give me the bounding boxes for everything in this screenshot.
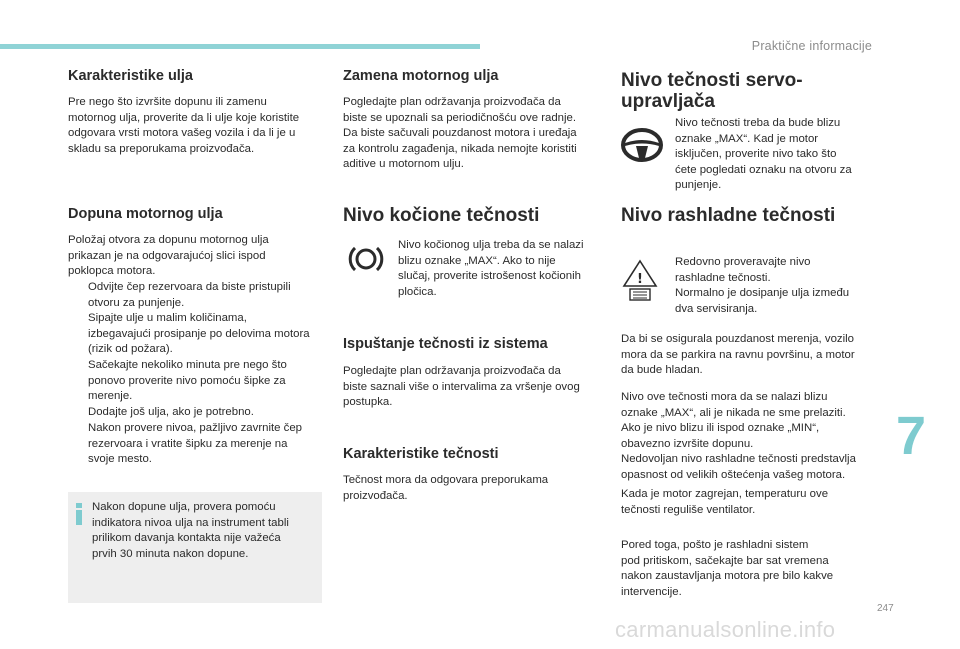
fluid-drain-text: Pogledajte plan održavanja proizvođača da biste saznali više o intervalima za vršenje ovog postupka.: [343, 365, 580, 409]
heading-fluid-characteristics: Karakteristike tečnosti: [343, 446, 499, 462]
oil-characteristics-text: Pre nego što izvršite dopunu ili zamenu motornog ulja, proverite da li ulje koje koristite odgovara vrsti motora vašeg vozila i da li je u skladu sa preporukama proizvođača.: [68, 96, 300, 155]
heading-coolant: Nivo rashladne tečnosti: [621, 205, 836, 226]
heading-power-steering: Nivo tečnosti servo- upravljača: [621, 70, 803, 112]
oil-change-text: Pogledajte plan održavanja proizvođača da biste se upoznali sa periodičnošću ove radnje. Da biste sačuvali pouzdanost motora i uređaja za kontrolu zagađenja, nikada nemojte koristiti aditive u motornom ulju.: [343, 96, 577, 171]
info-box: [68, 492, 322, 603]
info-text: Nakon dopune ulja, provera pomoću indikatora nivoa ulja na instrument tabli prilikom davanja kontakta nije važeća prvih 30 minuta nakon dopune.: [92, 501, 289, 560]
info-icon: [76, 503, 82, 525]
coolant-fan-text: Kada je motor zagrejan, temperaturu ove tečnosti reguliše ventilator.: [621, 488, 829, 516]
heading-fluid-drain: Ispuštanje tečnosti iz sistema: [343, 336, 548, 352]
power-steering-text: Nivo tečnosti treba da bude blizu oznake „MAX“. Kad je motor isključen, proverite nivo tako što ćete pogledati oznaku na otvoru za punjenje.: [675, 117, 852, 192]
brake-warning-icon: [348, 243, 384, 275]
coolant-measure-text: Da bi se osigurala pouzdanost merenja, vozilo mora da se parkira na ravnu površinu, a motor da bude hladan.: [621, 333, 855, 377]
oil-topup-text: Položaj otvora za dopunu motornog ulja prikazan je na odgovarajućoj slici ispod poklopca motora.: [68, 234, 269, 278]
heading-oil-change: Zamena motornog ulja: [343, 68, 499, 84]
heading-brake-fluid: Nivo kočione tečnosti: [343, 205, 540, 226]
page-number: 247: [877, 603, 894, 614]
svg-text:!: !: [637, 272, 643, 287]
fluid-characteristics-text: Tečnost mora da odgovara preporukama proizvođača.: [343, 474, 549, 502]
list-item: Odvijte čep rezervoara da biste pristupili otvoru za punjenje.: [88, 281, 291, 309]
brake-fluid-text: Nivo kočionog ulja treba da se nalazi blizu oznake „MAX“. Ako to nije slučaj, proverite istrošenost kočionih pločica.: [398, 239, 584, 298]
steering-wheel-icon: [620, 127, 664, 163]
coolant-level-text: Nivo ove tečnosti mora da se nalazi blizu oznake „MAX“, ali je nikada ne sme prelaziti. Ako je nivo blizu ili ispod oznake „MIN“, obavezno izvršite dopunu. Nedovoljan nivo rashladne tečnosti predstavlja opasnost od velikih oštećenja vašeg motora.: [621, 391, 856, 481]
chapter-number: 7: [896, 406, 927, 466]
watermark: carmanualsonline.info: [615, 617, 836, 642]
list-item: Dodajte još ulja, ako je potrebno.: [88, 406, 254, 418]
heading-oil-characteristics: Karakteristike ulja: [68, 68, 193, 84]
coolant-warning-icon: [621, 258, 659, 302]
heading-oil-topup: Dopuna motornog ulja: [68, 206, 223, 222]
list-item: Sipajte ulje u malim količinama, izbegavajući prosipanje po delovima motora (rizik od požara).: [88, 312, 310, 356]
coolant-pressure-text: Pored toga, pošto je rashladni sistem pod pritiskom, sačekajte bar sat vremena nakon zaustavljanja motora pre bilo kakve intervencije.: [621, 539, 834, 598]
list-item: Nakon provere nivoa, pažljivo zavrnite čep rezervoara i vratite šipku za merenje na svoje mesto.: [88, 422, 303, 466]
header-accent-bar: [0, 44, 480, 49]
section-title: Praktične informacije: [751, 39, 872, 53]
coolant-intro-text: Redovno proveravajte nivo rashladne tečnosti. Normalno je dosipanje ulja između dva servisiranja.: [675, 256, 850, 315]
list-item: Sačekajte nekoliko minuta pre nego što ponovo proverite nivo pomoću šipke za merenje.: [88, 359, 287, 403]
